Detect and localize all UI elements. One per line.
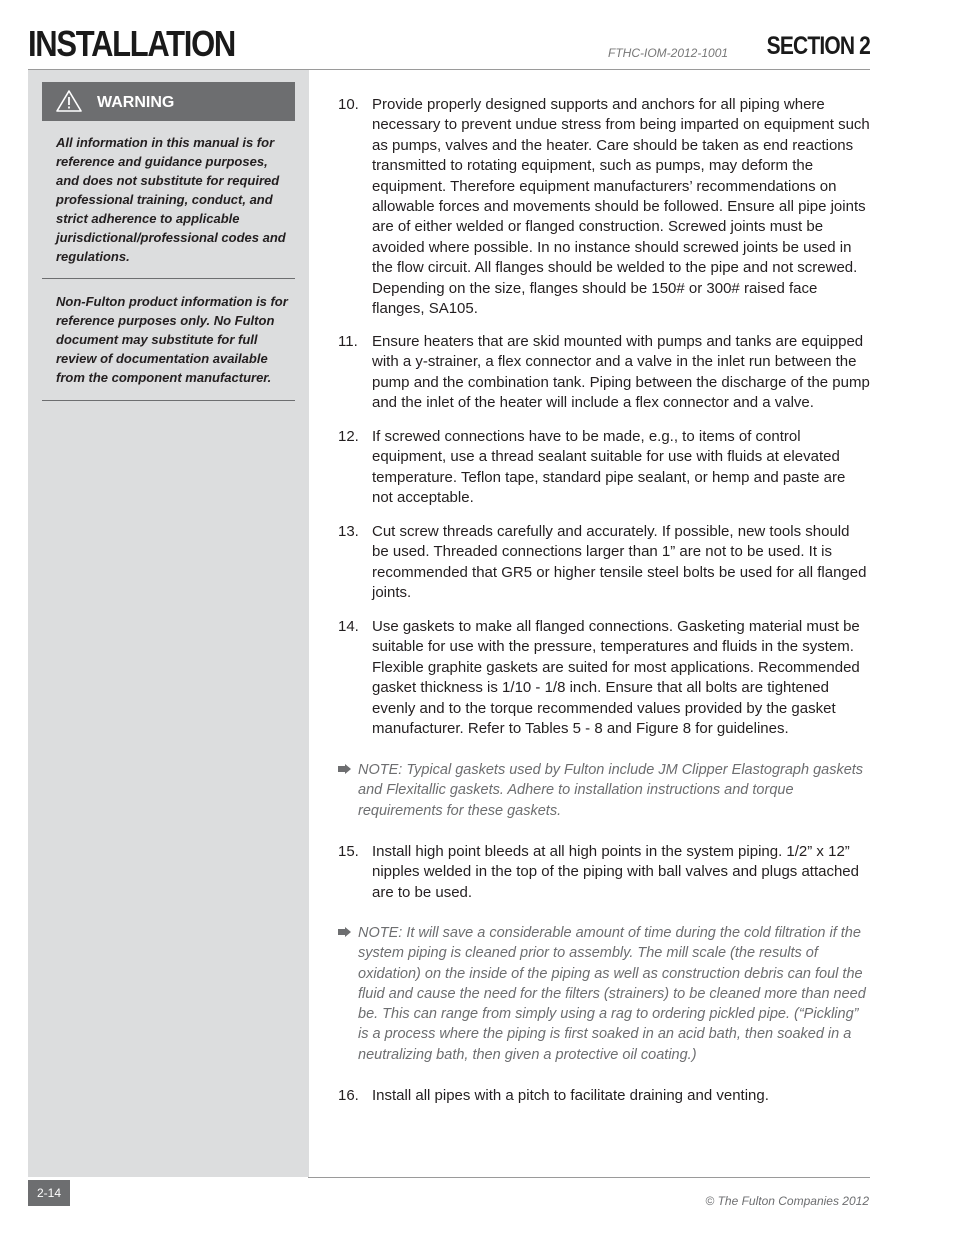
list-item-text: Install all pipes with a pitch to facilitate draining and venting.	[372, 1087, 769, 1104]
list-item-10	[338, 95, 870, 319]
warning-note-non-fulton: Non-Fulton product information is for reference purposes only. No Fulton document may substitute for full review of documentation available from the component manufacturer.	[56, 294, 288, 385]
list-item-text: Install high point bleeds at all high points in the system piping. 1/2” x 12” nipples welded in the top of the piping with ball valves and plugs attached are to be used.	[372, 843, 859, 901]
page-number: 2-14	[28, 1180, 70, 1206]
note-text: NOTE: Typical gaskets used by Fulton include JM Clipper Elastograph gaskets and Flexitallic gaskets. Adhere to installation instructions and torque requirements for these gaskets.	[358, 762, 864, 819]
list-item-text: Ensure heaters that are skid mounted with pumps and tanks are equipped with a y-strainer, a flex connector and a valve in the inlet run between the pump and the combination tank. Piping between the discharge of the pump and the inlet of the heater will include a flex connector and a valve.	[372, 333, 870, 412]
footer-divider	[308, 1177, 870, 1178]
list-item-number: 11.	[338, 333, 358, 350]
sidebar-divider	[42, 278, 295, 279]
list-item-number: 12.	[338, 428, 359, 445]
list-item-text: If screwed connections have to be made, e.g., to items of control equipment, use a thread sealant suitable for use with fluids at elevated temperature. Teflon tape, standard pipe sealant, or hemp and paste are not acceptable.	[372, 428, 846, 507]
warning-title: WARNING	[97, 94, 175, 111]
section-label: SECTION 2	[766, 32, 870, 60]
document-code: FTHC-IOM-2012-1001	[608, 46, 729, 60]
page-title: INSTALLATION	[28, 23, 235, 64]
list-item-13	[338, 522, 870, 604]
warning-triangle-icon	[56, 90, 82, 112]
pointing-hand-icon	[338, 764, 351, 774]
note-text: NOTE: It will save a considerable amount of time during the cold filtration if the system piping is cleaned prior to assembly. The mill scale (the results of oxidation) on the inside of the piping as well as construction debris can foul the fluid and cause the need for the filters (strainers) to be cleaned more than need be. This can range from simply using a rag to ordering pickled pipe. (“Pickling” is a process where the piping is first soaked in an acid bath, then soaked in a neutralizing bath, then given a protective oil coating.)	[358, 925, 866, 1063]
list-item-14	[338, 617, 870, 739]
list-item-number: 10.	[338, 96, 359, 113]
note-gaskets	[338, 760, 870, 821]
list-item-text: Cut screw threads carefully and accurately. If possible, new tools should be used. Threaded connections larger than 1” are not to be used. It is recommended that GR5 or higher tensile steel bolts be used for all flanged joints.	[372, 523, 867, 602]
list-item-15	[338, 842, 870, 903]
list-item-number: 16.	[338, 1087, 359, 1104]
list-item-text: Provide properly designed supports and anchors for all piping where necessary to prevent undue stress from being imparted on equipment such as pumps, valves and the heater. Care should be taken as end reactions transmitted to rotating equipment, such as pumps, may deform the equipment. Therefore equipment manufacturers’ recommendations on allowable forces and movements should be followed. Ensure all pipe joints are of either welded or flanged construction. Screwed joints must be avoided where possible. In no instance should screwed joints be used in the flow circuit. All flanges should be welded to the pipe and not screwed. Depending on the size, flanges should be 150# or 300# raised face flanges, SA105.	[372, 96, 870, 318]
pointing-hand-icon	[338, 927, 351, 937]
warning-note-guidance: All information in this manual is for reference and guidance purposes, and does not substitute for required professional training, conduct, and strict adherence to applicable jurisdictional/professional codes and regulations.	[56, 135, 286, 264]
list-item-text: Use gaskets to make all flanged connections. Gasketing material must be suitable for use with the pressure, temperatures and fluids in the system. Flexible graphite gaskets are suited for most applications. Recommended gasket thickness is 1/10 - 1/8 inch. Ensure that all bolts are tightened evenly and to the torque recommended values provided by the gasket manufacturer. Refer to Tables 5 - 8 and Figure 8 for guidelines.	[372, 618, 860, 738]
copyright-text: © The Fulton Companies 2012	[705, 1194, 869, 1208]
list-item-11	[338, 332, 870, 414]
list-item-16	[338, 1086, 870, 1106]
list-item-number: 15.	[338, 843, 359, 860]
list-item-12	[338, 427, 870, 509]
list-item-number: 13.	[338, 523, 359, 540]
note-piping-cleaning	[338, 923, 870, 1065]
warning-banner	[42, 82, 295, 121]
list-item-number: 14.	[338, 618, 359, 635]
sidebar-divider	[42, 400, 295, 401]
